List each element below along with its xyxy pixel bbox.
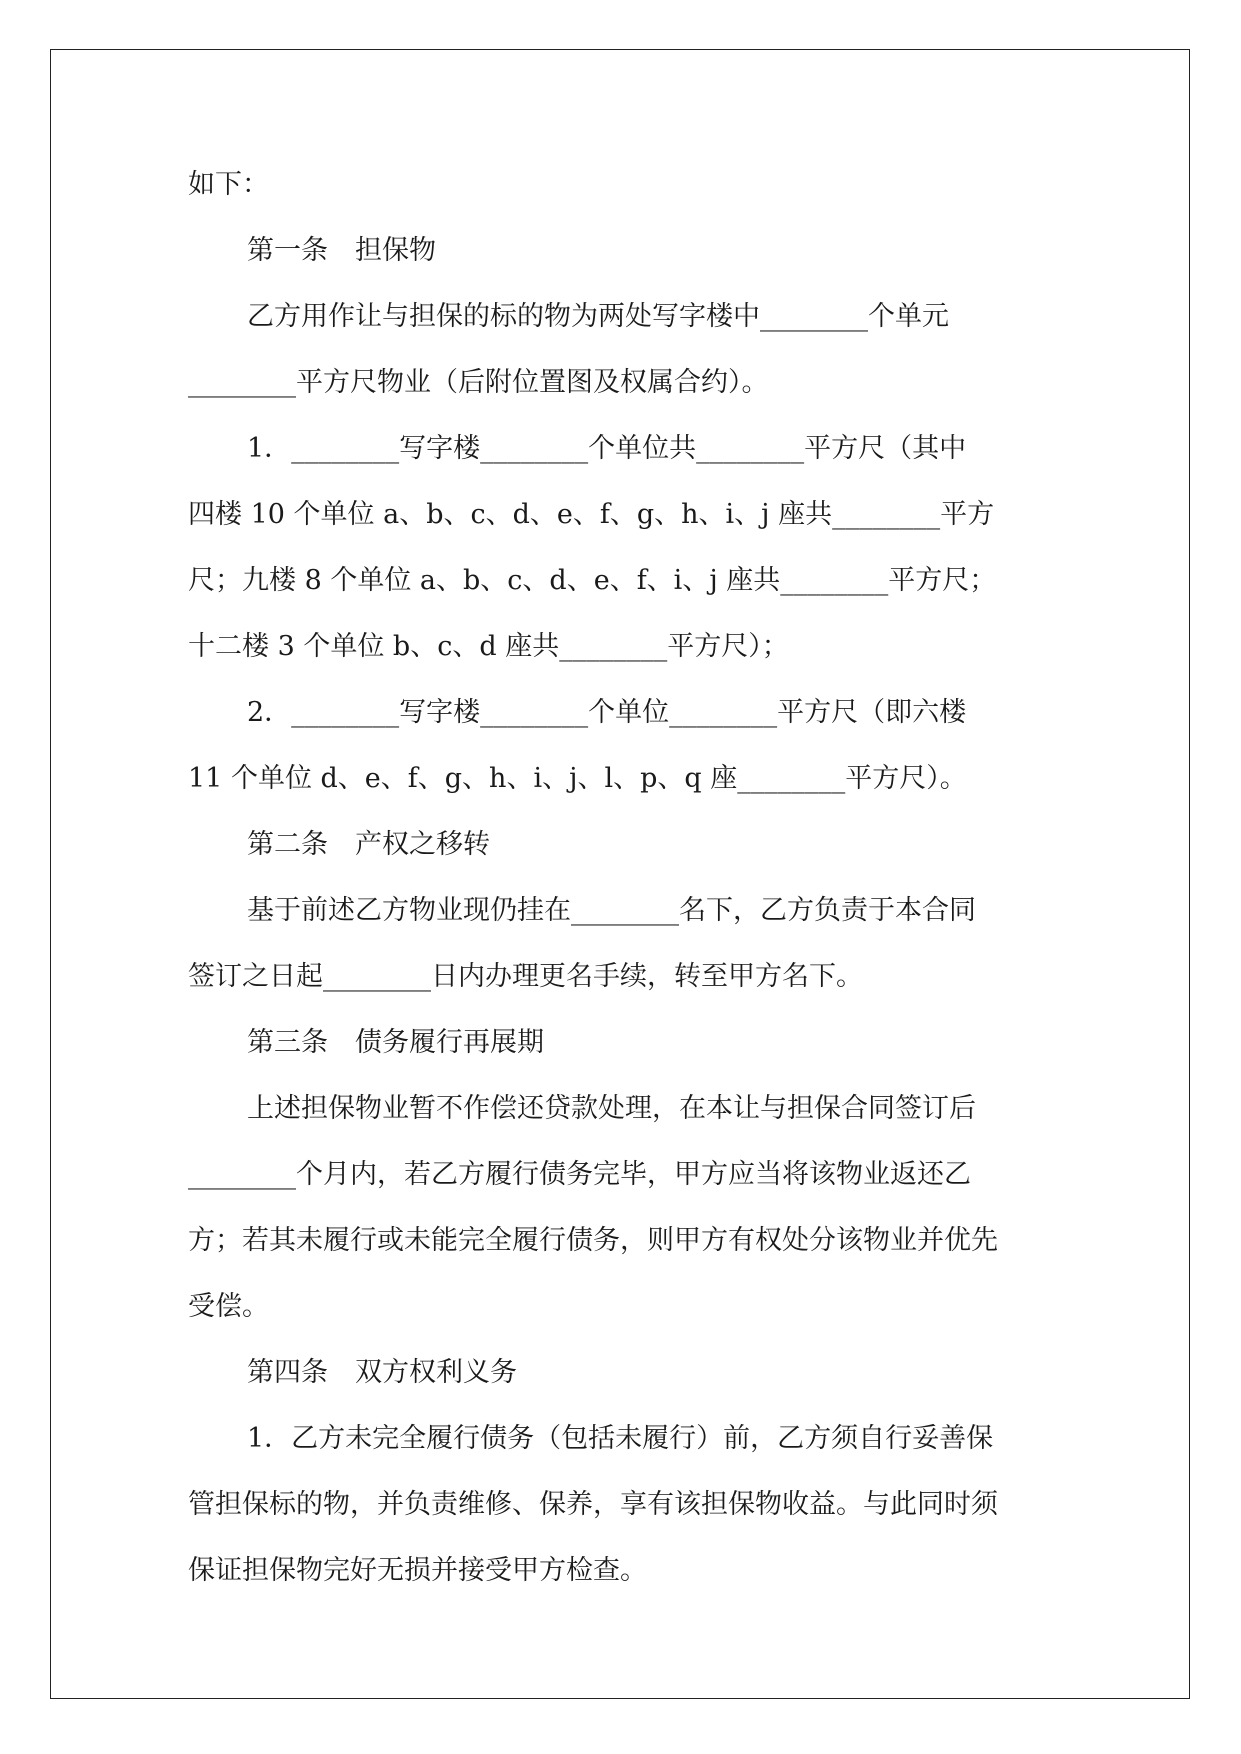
paragraph-line: 上述担保物业暂不作偿还贷款处理，在本让与担保合同签订后 (247, 1093, 976, 1124)
list-item-1-line: 十二楼 3 个单位 b、c、d 座共________平方尺）； (188, 631, 789, 662)
list-item-1-line: 四楼 10 个单位 a、b、c、d、e、f、g、h、i、j 座共________平方 (188, 499, 995, 530)
list-item-2-line: 11 个单位 d、e、f、g、h、i、j、l、p、q 座________平方尺）。 (188, 763, 967, 794)
paragraph-line: 基于前述乙方物业现仍挂在________名下，乙方负责于本合同 (247, 895, 976, 926)
list-item-2-line: 2．________写字楼________个单位________平方尺（即六楼 (247, 697, 967, 728)
paragraph-line: ________平方尺物业（后附位置图及权属合约）。 (188, 367, 769, 398)
list-item-1-line: 1．________写字楼________个单位共________平方尺（其中 (247, 433, 967, 464)
paragraph-line: 受偿。 (188, 1291, 269, 1322)
paragraph-line: 乙方用作让与担保的标的物为两处写字楼中________个单元 (247, 301, 949, 332)
paragraph-line: 签订之日起________日内办理更名手续，转至甲方名下。 (188, 961, 863, 992)
list-item-line: 1．乙方未完全履行债务（包括未履行）前，乙方须自行妥善保 (247, 1423, 994, 1454)
paragraph-line: ________个月内，若乙方履行债务完毕，甲方应当将该物业返还乙 (188, 1159, 971, 1190)
article-heading-4: 第四条 双方权利义务 (247, 1357, 517, 1388)
article-heading-2: 第二条 产权之移转 (247, 829, 490, 860)
list-item-line: 管担保标的物，并负责维修、保养，享有该担保物收益。与此同时须 (188, 1489, 998, 1520)
article-heading-3: 第三条 债务履行再展期 (247, 1027, 544, 1058)
list-item-line: 保证担保物完好无损并接受甲方检查。 (188, 1555, 647, 1586)
paragraph-line: 方；若其未履行或未能完全履行债务，则甲方有权处分该物业并优先 (188, 1225, 998, 1256)
text-line-continuation: 如下： (188, 169, 269, 200)
article-heading-1: 第一条 担保物 (247, 235, 436, 266)
list-item-1-line: 尺；九楼 8 个单位 a、b、c、d、e、f、i、j 座共________平方尺； (188, 565, 997, 596)
